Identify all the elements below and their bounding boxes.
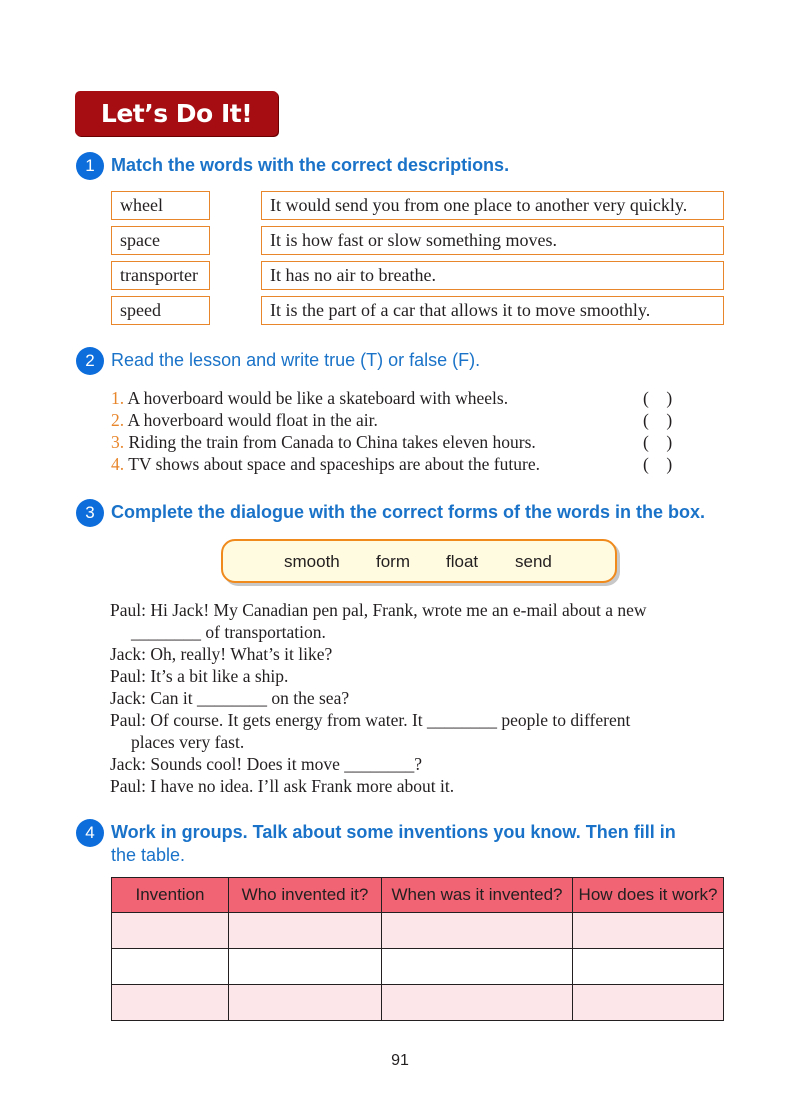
table-cell[interactable] [112,949,229,985]
inventions-table [111,877,724,1021]
table-cell[interactable] [382,985,573,1021]
section-4-number: 4 [76,819,104,847]
answer-blank[interactable]: ( ) [643,388,673,408]
match-word: space [111,226,210,255]
dialogue-line: Paul: I have no idea. I’ll ask Frank more about it. [110,776,455,796]
table-header: Who invented it? [229,878,382,913]
table-cell[interactable] [573,913,724,949]
table-cell[interactable] [573,949,724,985]
table-row [112,949,724,985]
word-box [221,539,617,583]
word-box-word: send [515,552,552,571]
table-header: Invention [112,878,229,913]
dialogue-line: Jack: Sounds cool! Does it move ________? [110,754,423,774]
table-cell[interactable] [382,913,573,949]
match-description: It is the part of a car that allows it to move smoothly. [261,296,724,325]
table-row [112,985,724,1021]
dialogue-line: ________ of transportation. [131,622,326,642]
item-number: 1. [111,388,125,408]
table-cell[interactable] [573,985,724,1021]
word-box-word: float [446,552,479,571]
dialogue-line: Paul: It’s a bit like a ship. [110,666,289,686]
item-text: A hoverboard would float in the air. [127,410,378,430]
match-description: It has no air to breathe. [261,261,724,290]
item-text: A hoverboard would be like a skateboard with wheels. [127,388,509,408]
section-1-number: 1 [76,152,104,180]
match-word: transporter [111,261,210,290]
match-description: It would send you from one place to another very quickly. [261,191,724,220]
dialogue-line: Jack: Oh, really! What’s it like? [110,644,333,664]
dialogue-line: places very fast. [131,732,245,752]
table-cell[interactable] [229,913,382,949]
true-false-item [111,454,540,475]
dialogue-line: Paul: Of course. It gets energy from water. It ________ people to different [110,710,631,730]
section-4-heading: Work in groups. Talk about some inventions you know. Then fill in [111,822,676,842]
item-text: TV shows about space and spaceships are about the future. [128,454,540,474]
section-4-heading-cont: the table. [111,845,186,865]
page-number: 91 [391,1052,409,1069]
dialogue-line: Paul: Hi Jack! My Canadian pen pal, Frank, wrote me an e-mail about a new [110,600,647,620]
match-word: wheel [111,191,210,220]
table-cell[interactable] [112,985,229,1021]
true-false-item [111,388,508,409]
word-box-word: smooth [284,552,340,571]
lets-do-it-banner: Let’s Do It! [75,91,278,136]
table-cell[interactable] [229,985,382,1021]
table-cell[interactable] [112,913,229,949]
answer-blank[interactable]: ( ) [643,454,673,474]
item-number: 2. [111,410,125,430]
section-3-number: 3 [76,499,104,527]
item-text: Riding the train from Canada to China takes eleven hours. [128,432,536,452]
section-2-number: 2 [76,347,104,375]
section-2-heading: Read the lesson and write true (T) or false (F). [111,350,481,370]
dialogue-line: Jack: Can it ________ on the sea? [110,688,350,708]
answer-blank[interactable]: ( ) [643,432,673,452]
word-box-word: form [376,552,410,571]
table-header: When was it invented? [382,878,573,913]
table-cell[interactable] [229,949,382,985]
answer-blank[interactable]: ( ) [643,410,673,430]
table-header: How does it work? [573,878,724,913]
table-cell[interactable] [382,949,573,985]
true-false-item [111,410,378,431]
match-description: It is how fast or slow something moves. [261,226,724,255]
item-number: 3. [111,432,125,452]
section-3-heading: Complete the dialogue with the correct forms of the words in the box. [111,502,706,522]
match-word: speed [111,296,210,325]
item-number: 4. [111,454,125,474]
section-1-heading: Match the words with the correct descriptions. [111,155,510,175]
table-row [112,913,724,949]
true-false-item [111,432,536,453]
